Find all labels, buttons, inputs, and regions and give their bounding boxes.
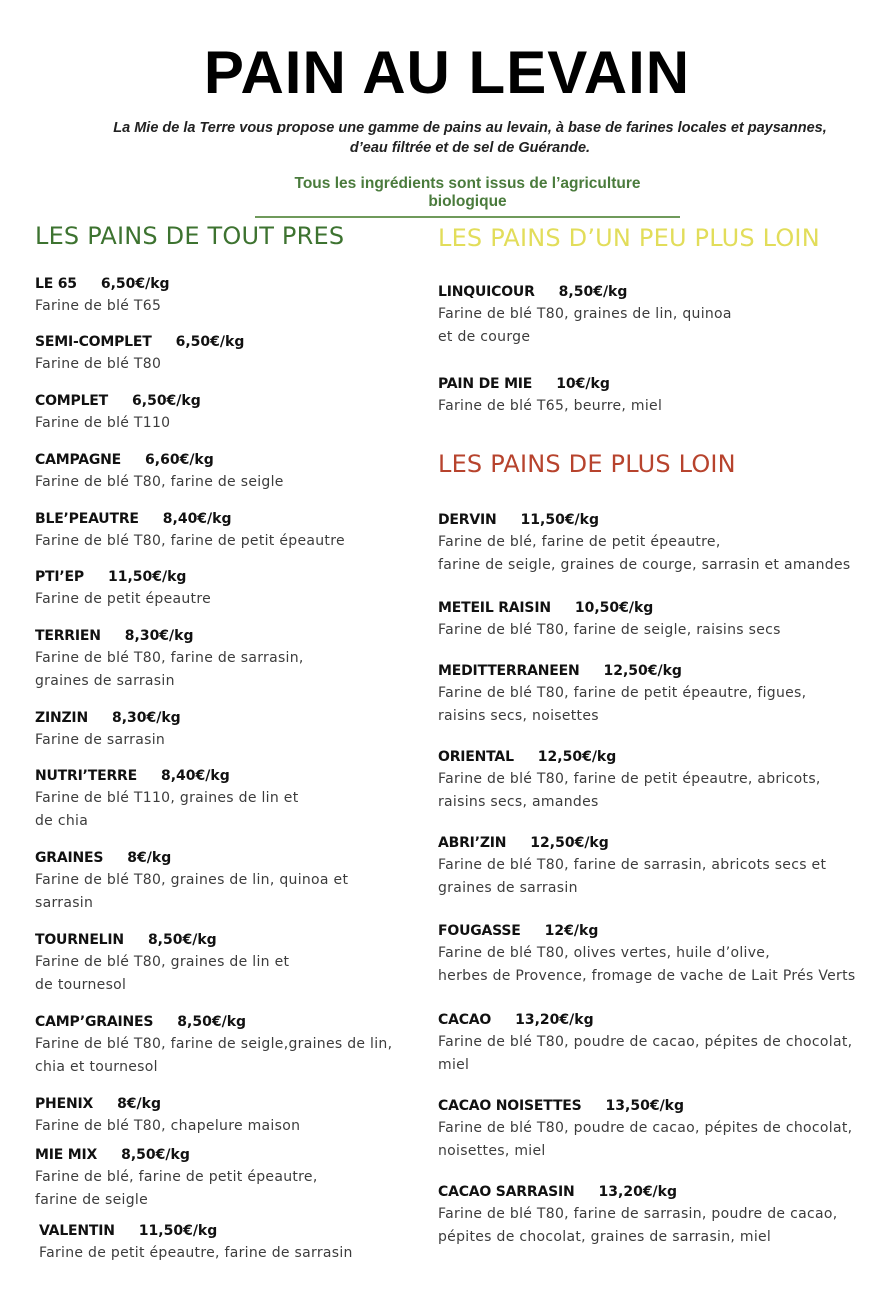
item-price: 12,50€/kg (537, 749, 617, 765)
menu-item (35, 567, 415, 611)
intro-line: La Mie de la Terre vous propose une gamme de pains au levain, à base de farines locales et paysannes, (113, 120, 827, 136)
item-price: 13,50€/kg (605, 1098, 685, 1114)
item-description (35, 1033, 415, 1079)
menu-item (35, 708, 415, 752)
item-description (35, 530, 415, 553)
description-line: Farine de blé T80, farine de seigle,graines de lin, (35, 1036, 393, 1052)
item-price: 8,50€/kg (558, 284, 628, 300)
item-description (35, 1115, 415, 1138)
description-line: Farine de blé T80 (35, 356, 162, 372)
item-price: 11,50€/kg (138, 1223, 218, 1239)
item-description (438, 1117, 878, 1163)
item-header (438, 1010, 878, 1030)
description-line: Farine de blé T65, beurre, miel (438, 398, 663, 414)
item-header (438, 598, 878, 618)
item-price: 13,20€/kg (515, 1012, 594, 1028)
item-header (35, 332, 415, 352)
item-price: 8,30€/kg (111, 710, 181, 726)
organic-note: Tous les ingrédients sont issus de l’agriculture biologique (255, 175, 680, 218)
description-line: chia et tournesol (35, 1059, 158, 1075)
description-line: graines de sarrasin (438, 880, 578, 896)
menu-item (35, 1145, 415, 1212)
description-line: de chia (35, 813, 89, 829)
description-line: sarrasin (35, 895, 94, 911)
item-description (35, 353, 415, 376)
item-description (35, 951, 415, 997)
item-name: VALENTIN (39, 1223, 115, 1239)
item-price: 8,50€/kg (147, 932, 217, 948)
description-line: Farine de blé T80, poudre de cacao, pépites de chocolat, (438, 1034, 853, 1050)
item-header (35, 930, 415, 950)
item-header (35, 391, 415, 411)
item-header (35, 708, 415, 728)
description-line: Farine de blé T80, graines de lin, quinoa (438, 306, 732, 322)
menu-item (35, 332, 415, 376)
description-line: Farine de blé T110, graines de lin et (35, 790, 299, 806)
item-name: COMPLET (35, 393, 109, 409)
menu-item (35, 1012, 415, 1079)
menu-item (438, 661, 878, 728)
item-description (35, 295, 415, 318)
description-line: Farine de blé T80, farine de sarrasin, (35, 650, 304, 666)
menu-item (35, 848, 415, 915)
item-header (39, 1221, 419, 1241)
item-description (438, 942, 878, 988)
menu-item (39, 1221, 419, 1265)
description-line: raisins secs, amandes (438, 794, 599, 810)
item-description (39, 1242, 419, 1265)
item-name: LINQUICOUR (438, 284, 535, 300)
menu-item (35, 626, 415, 693)
item-description (35, 647, 415, 693)
item-name: DERVIN (438, 512, 497, 528)
description-line: noisettes, miel (438, 1143, 546, 1159)
item-header (438, 1182, 878, 1202)
menu-item (438, 510, 878, 577)
item-name: LE 65 (35, 276, 77, 292)
description-line: Farine de petit épeautre (35, 591, 212, 607)
item-price: 11,50€/kg (520, 512, 600, 528)
menu-item (438, 747, 878, 814)
menu-item (35, 1094, 415, 1138)
description-line: Farine de blé T80, poudre de cacao, pépites de chocolat, (438, 1120, 853, 1136)
description-line: de tournesol (35, 977, 127, 993)
item-name: PTI’EP (35, 569, 84, 585)
item-header (438, 282, 878, 302)
item-description (438, 531, 878, 577)
menu-item (438, 921, 878, 988)
menu-item (35, 274, 415, 318)
item-price: 13,20€/kg (598, 1184, 678, 1200)
item-description (35, 729, 415, 752)
description-line: et de courge (438, 329, 531, 345)
menu-item (438, 374, 878, 418)
item-name: PHENIX (35, 1096, 94, 1112)
description-line: Farine de blé T80, graines de lin, quinoa et (35, 872, 349, 888)
item-name: CACAO NOISETTES (438, 1098, 582, 1114)
item-price: 11,50€/kg (107, 569, 187, 585)
item-price: 12,50€/kg (603, 663, 682, 679)
description-line: Farine de blé T80, farine de petit épeautre (35, 533, 345, 549)
item-name: NUTRI’TERRE (35, 768, 137, 784)
section-title-plus-loin: LES PAINS DE PLUS LOIN (438, 450, 736, 478)
item-name: ORIENTAL (438, 749, 514, 765)
item-description (35, 1166, 415, 1212)
item-description (438, 619, 878, 642)
item-price: 6,50€/kg (175, 334, 245, 350)
menu-item (35, 509, 415, 553)
description-line: Farine de blé T80, chapelure maison (35, 1118, 301, 1134)
item-price: 8,50€/kg (177, 1014, 247, 1030)
item-description (438, 768, 878, 814)
description-line: pépites de chocolat, graines de sarrasin, miel (438, 1229, 772, 1245)
item-price: 8,40€/kg (162, 511, 232, 527)
item-price: 8,40€/kg (160, 768, 230, 784)
item-name: CAMP’GRAINES (35, 1014, 154, 1030)
item-name: ZINZIN (35, 710, 88, 726)
item-header (35, 848, 415, 868)
item-header (35, 450, 415, 470)
description-line: Farine de blé T80, farine de petit épeautre, figues, (438, 685, 807, 701)
description-line: Farine de petit épeautre, farine de sarrasin (39, 1245, 353, 1261)
item-description (438, 854, 878, 900)
item-header (35, 626, 415, 646)
item-header (438, 921, 878, 941)
item-price: 8€/kg (117, 1096, 161, 1112)
item-price: 10€/kg (556, 376, 610, 392)
item-name: CACAO SARRASIN (438, 1184, 575, 1200)
description-line: graines de sarrasin (35, 673, 175, 689)
menu-item (438, 282, 878, 349)
description-line: Farine de blé T80, farine de seigle, raisins secs (438, 622, 781, 638)
item-header (35, 1012, 415, 1032)
description-line: Farine de blé T80, farine de petit épeautre, abricots, (438, 771, 821, 787)
item-price: 12€/kg (544, 923, 599, 939)
item-name: CAMPAGNE (35, 452, 122, 468)
item-price: 8,30€/kg (124, 628, 194, 644)
description-line: farine de seigle (35, 1192, 149, 1208)
item-price: 8,50€/kg (121, 1147, 190, 1163)
item-description (438, 1031, 878, 1077)
item-name: CACAO (438, 1012, 492, 1028)
item-name: SEMI-COMPLET (35, 334, 152, 350)
item-name: METEIL RAISIN (438, 600, 551, 616)
description-line: Farine de blé T110 (35, 415, 171, 431)
description-line: farine de seigle, graines de courge, sarrasin et amandes (438, 557, 851, 573)
description-line: Farine de blé T80, graines de lin et (35, 954, 290, 970)
item-header (35, 567, 415, 587)
menu-item (438, 1096, 878, 1163)
item-name: ABRI’ZIN (438, 835, 507, 851)
item-description (35, 412, 415, 435)
description-line: Farine de blé T80, farine de sarrasin, poudre de cacao, (438, 1206, 838, 1222)
description-line: miel (438, 1057, 470, 1073)
item-description (438, 303, 878, 349)
menu-item (35, 391, 415, 435)
description-line: Farine de blé T65 (35, 298, 162, 314)
menu-item (438, 598, 878, 642)
item-name: TOURNELIN (35, 932, 124, 948)
item-name: GRAINES (35, 850, 104, 866)
intro-line: d’eau filtrée et de sel de Guérande. (349, 140, 591, 156)
menu-item (35, 930, 415, 997)
item-description (35, 787, 415, 833)
menu-item (438, 1182, 878, 1249)
description-line: raisins secs, noisettes (438, 708, 599, 724)
item-description (438, 682, 878, 728)
page-title: PAIN AU LEVAIN (203, 39, 691, 106)
item-name: MEDITTERRANEEN (438, 663, 580, 679)
item-header (35, 1094, 415, 1114)
item-header (438, 833, 878, 853)
item-header (438, 747, 878, 767)
description-line: Farine de blé T80, farine de seigle (35, 474, 284, 490)
menu-item (438, 1010, 878, 1077)
menu-item (438, 833, 878, 900)
item-description (35, 471, 415, 494)
item-header (438, 1096, 878, 1116)
item-description (35, 869, 415, 915)
description-line: Farine de blé, farine de petit épeautre, (438, 534, 721, 550)
description-line: Farine de blé T80, farine de sarrasin, abricots secs et (438, 857, 827, 873)
item-name: FOUGASSE (438, 923, 521, 939)
item-name: BLE’PEAUTRE (35, 511, 139, 527)
description-line: herbes de Provence, fromage de vache de Lait Prés Verts (438, 968, 856, 984)
description-line: Farine de sarrasin (35, 732, 166, 748)
item-price: 12,50€/kg (530, 835, 609, 851)
item-name: MIE MIX (35, 1147, 98, 1163)
item-header (438, 374, 878, 394)
item-description (438, 1203, 878, 1249)
item-header (438, 661, 878, 681)
item-price: 8€/kg (127, 850, 172, 866)
description-line: Farine de blé, farine de petit épeautre, (35, 1169, 318, 1185)
item-name: PAIN DE MIE (438, 376, 533, 392)
menu-item (35, 450, 415, 494)
description-line: Farine de blé T80, olives vertes, huile d’olive, (438, 945, 770, 961)
item-price: 6,50€/kg (100, 276, 170, 292)
item-header (438, 510, 878, 530)
item-header (35, 766, 415, 786)
item-header (35, 1145, 415, 1165)
item-header (35, 274, 415, 294)
item-header (35, 509, 415, 529)
section-title-peu-plus-loin: LES PAINS D’UN PEU PLUS LOIN (438, 224, 820, 252)
item-description (438, 395, 878, 418)
menu-item (35, 766, 415, 833)
item-name: TERRIEN (35, 628, 101, 644)
item-price: 6,50€/kg (132, 393, 201, 409)
section-title-tout-pres: LES PAINS DE TOUT PRES (35, 222, 345, 250)
item-price: 6,60€/kg (145, 452, 214, 468)
item-description (35, 588, 415, 611)
intro-text (90, 118, 850, 158)
item-price: 10,50€/kg (574, 600, 654, 616)
